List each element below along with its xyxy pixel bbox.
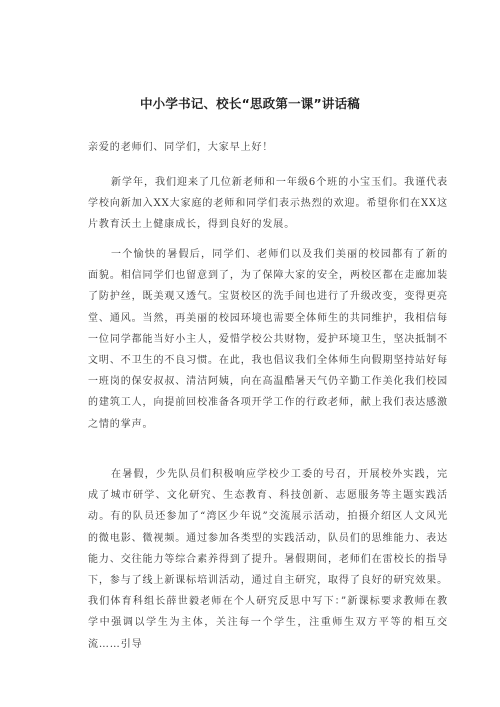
welcome-paragraph: 新学年，我们迎来了几位新老师和一年级6个班的小宝玉们。我谨代表学校向新加入XX大家庭的老师和同学们表示热烈的欢迎。希望你们在XX这片教育沃土上健康成长，得到良好的发展。 bbox=[88, 177, 448, 231]
document-title: 中小学书记、校长“思政第一课”讲话稿 bbox=[139, 96, 361, 111]
campus-paragraph: 一个愉快的暑假后，同学们、老师们以及我们美丽的校园都有了新的面貌。相信同学们也留意到了，为了保障大家的安全，两校区都在走廊加装了防护丝，既美观又透气。宝贤校区的洗手间也进行了升级改变，变得更亮堂、通风。当然，再美丽的校园环境也需要全体师生的共同维护，我相信每一位同学都能当好小主人，爱惜学校公共财物，爱护环境卫生，坚决抵制不文明、不卫生的不良习惯。在此，我也倡议我们全体师生向假期坚持站好每一班岗的保安叔叔、清洁阿姨，向在高温酷暑天气仍辛勤工作美化我们校园的建筑工人，向提前回校准备各项开学工作的行政老师，献上我们表达感激之情的掌声。 bbox=[88, 249, 448, 430]
greeting-paragraph: 亲爱的老师们、同学们，大家早上好！ bbox=[88, 142, 274, 153]
summer-activities-paragraph: 在暑假，少先队员们积极响应学校少工委的号召，开展校外实践，完成了城市研学、文化研究、生态教育、科技创新、志愿服务等主题实践活动。有的队员还参加了“湾区少年说”交流展示活动，拍摄介绍区人文风光的微电影、微视频。通过参加各类型的实践活动，队员们的思维能力、表达能力、交往能力等综合素养得到了提升。暑假期间，老师们在雷校长的指导下，参与了线上新课标培训活动，通过自主研究，取得了良好的研究效果。我们体育科组长薛世毅老师在个人研究反思中写下：”新课标要求教师在教学中强调以学生为主体，关注每一个学生，注重师生双方平等的相互交流……引导 bbox=[88, 469, 448, 650]
